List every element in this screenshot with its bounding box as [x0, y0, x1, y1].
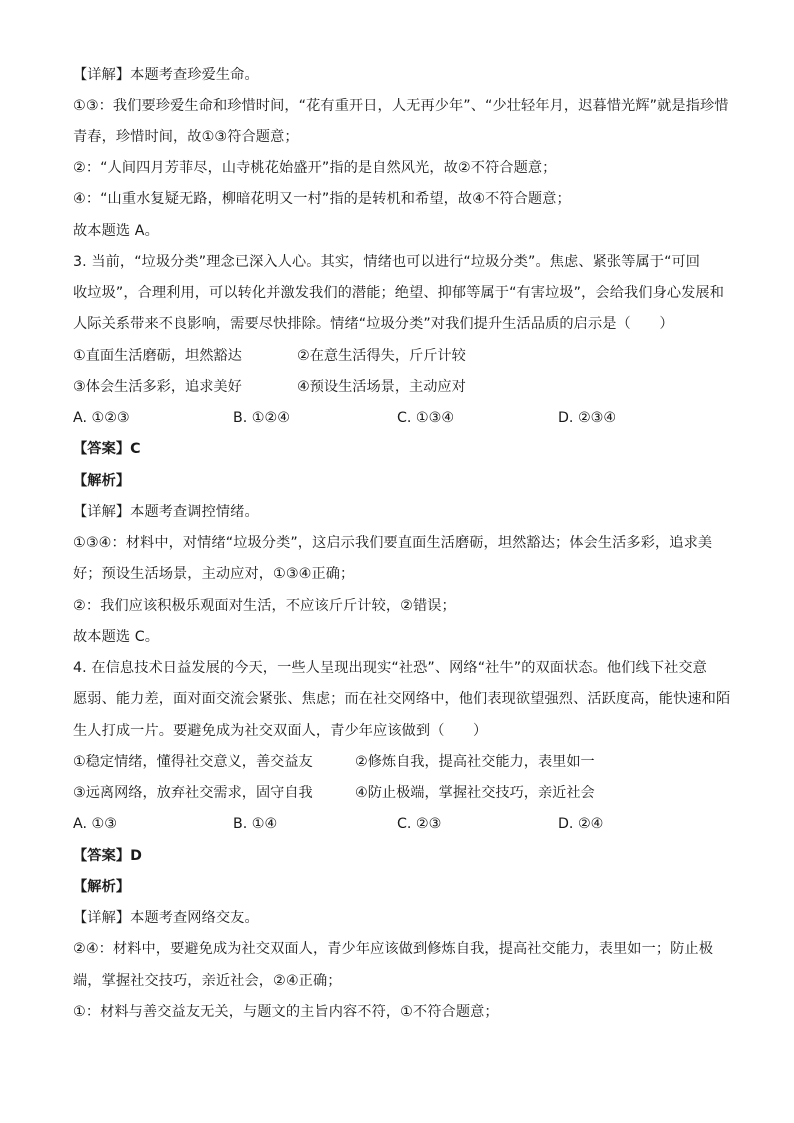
q4-item-2: ②修炼自我，提高社交能力，表里如一 [355, 754, 595, 770]
q2-detail: 【详解】本题考查珍爱生命。 [73, 67, 259, 83]
q4-item-4: ④防止极端，掌握社交技巧，亲近社会 [355, 785, 595, 801]
q3-stem-line1: 3. 当前，“垃圾分类”理念已深入人心。其实，情绪也可以进行“垃圾分类”。焦虑、紧张等属于“可回 [73, 254, 701, 270]
q4-explanation-line3: ①：材料与善交益友无关，与题文的主旨内容不符，①不符合题意； [73, 1004, 499, 1020]
q2-explanation-13-line1: ①③：我们要珍爱生命和珍惜时间，“花有重开日，人无再少年”、“少壮轻年月，迟暮惜光辉”就是指珍惜 [73, 98, 729, 114]
q4-explanation-line1: ②④：材料中，要避免成为社交双面人，青少年应该做到修炼自我，提高社交能力，表里如一；防止极 [73, 941, 714, 957]
q4-option-a: A. ①③ [73, 816, 117, 832]
q3-option-d: D. ②③④ [558, 410, 617, 426]
q3-analysis-heading: 【解析】 [73, 473, 131, 489]
q2-explanation-13-line2: 青春，珍惜时间，故①③符合题意； [73, 129, 299, 145]
q4-explanation-line2: 端，掌握社交技巧，亲近社会，②④正确； [73, 973, 342, 989]
q4-option-b: B. ①④ [233, 816, 278, 832]
q3-explanation-line3: ②：我们应该积极乐观面对生活，不应该斤斤计较，②错误； [73, 598, 456, 614]
q3-item-1: ①直面生活磨砺，坦然豁达 [73, 348, 242, 364]
q3-answer: 【答案】C [73, 441, 141, 457]
q3-explanation-line2: 好；预设生活场景，主动应对，①③④正确； [73, 566, 355, 582]
q4-option-d: D. ②④ [558, 816, 604, 832]
q4-item-3: ③远离网络，放弃社交需求，固守自我 [73, 785, 313, 801]
q4-analysis-heading: 【解析】 [73, 879, 131, 895]
q3-stem-line3: 人际关系带来不良影响，需要尽快排除。情绪“垃圾分类”对我们提升生活品质的启示是（ ） [73, 316, 674, 332]
q4-option-c: C. ②③ [397, 816, 442, 832]
q4-item-1: ①稳定情绪，懂得社交意义，善交益友 [73, 754, 313, 770]
q3-item-2: ②在意生活得失，斤斤计较 [297, 348, 466, 364]
q3-item-3: ③体会生活多彩，追求美好 [73, 379, 242, 395]
q4-detail: 【详解】本题考查网络交友。 [73, 910, 259, 926]
q3-detail: 【详解】本题考查调控情绪。 [73, 504, 259, 520]
q3-explanation-line1: ①③④：材料中，对情绪“垃圾分类”，这启示我们要直面生活磨砺，坦然豁达；体会生活多彩，追求美 [73, 535, 713, 551]
q2-explanation-4: ④：“山重水复疑无路，柳暗花明又一村”指的是转机和希望，故④不符合题意； [73, 191, 571, 207]
q2-explanation-2: ②：“人间四月芳菲尽，山寺桃花始盛开”指的是自然风光，故②不符合题意； [73, 160, 557, 176]
q4-answer: 【答案】D [73, 848, 143, 864]
q3-option-c: C. ①③④ [397, 410, 455, 426]
q4-stem-line2: 愿弱、能力差，面对面交流会紧张、焦虑；而在社交网络中，他们表现欲望强烈、活跃度高，能快速和陌 [73, 691, 731, 707]
q3-conclusion: 故本题选 C。 [73, 629, 160, 645]
q3-stem-line2: 收垃圾”，合理利用，可以转化并激发我们的潜能；绝望、抑郁等属于“有害垃圾”，会给我们身心发展和 [73, 285, 725, 301]
q3-item-4: ④预设生活场景，主动应对 [297, 379, 466, 395]
q4-stem-line1: 4. 在信息技术日益发展的今天，一些人呈现出现实“社恐”、网络“社牛”的双面状态。他们线下社交意 [73, 660, 707, 676]
q3-option-b: B. ①②④ [233, 410, 290, 426]
q2-conclusion: 故本题选 A。 [73, 223, 159, 239]
q3-option-a: A. ①②③ [73, 410, 130, 426]
q4-stem-line3: 生人打成一片。要避免成为社交双面人，青少年应该做到（ ） [73, 723, 488, 739]
